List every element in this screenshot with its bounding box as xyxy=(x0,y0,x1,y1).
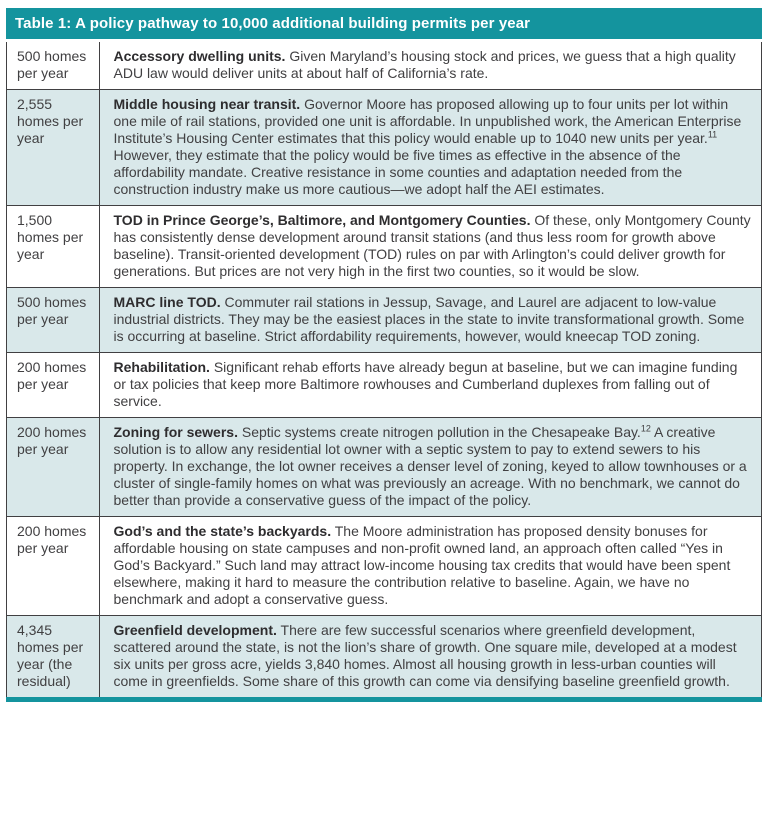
policy-description-cell xyxy=(99,206,761,288)
policy-description-cell xyxy=(99,517,761,616)
policy-description-cell xyxy=(99,616,761,698)
policy-text-continued: However, they estimate that the policy would be five times as effective in the absence of the affordability mandate. Creative resistance in some counties and adaptation needed from the construction industry make us more cautious—we adopt half the AEI estimates. xyxy=(113,147,683,197)
policy-text: Significant rehab efforts have already begun at baseline, but we can imagine funding or tax policies that keep more Baltimore rowhouses and Cumberland duplexes from falling out of service. xyxy=(113,359,738,409)
table-row xyxy=(7,616,761,698)
policy-description-cell xyxy=(99,353,761,418)
policy-text: The Moore administration has proposed density bonuses for affordable housing on state campuses and non-profit owned land, an approach often called “Yes in God’s Backyard.” Such land may attract low-income housing tax credits that would have been spent elsewhere, making it hard to measure the contribution relative to baseline. Again, we have no benchmark and adopt a conservative guess. xyxy=(113,523,731,607)
footnote-superscript: 11 xyxy=(707,129,718,140)
policy-name-bold: God’s and the state’s backyards. xyxy=(113,523,332,539)
policy-text: Given Maryland’s housing stock and prices, we guess that a high quality ADU law would deliver units at about half of California’s rate. xyxy=(113,48,736,81)
policy-name-bold: TOD in Prince George’s, Baltimore, and Montgomery Counties. xyxy=(113,212,531,228)
homes-count-cell: 500 homes per year xyxy=(7,42,99,90)
policy-name-bold: Accessory dwelling units. xyxy=(113,48,286,64)
policy-text: Commuter rail stations in Jessup, Savage, and Laurel are adjacent to low-value industrial districts. They may be the easiest places in the state to invite transformational growth. Some is occurring at baseline. Strict affordability requirements, however, would kneecap TOD zoning. xyxy=(113,294,745,344)
policy-text: Of these, only Montgomery County has consistently dense development around transit stations (and thus less room for growth above baseline). Transit-oriented development (TOD) rules on par with Arlington’s could deliver growth for generations. But prices are not very high in the first two counties, so it would be slow. xyxy=(113,212,751,279)
policy-name-bold: Zoning for sewers. xyxy=(113,424,238,440)
table-row xyxy=(7,418,761,517)
policy-description-cell xyxy=(99,288,761,353)
policy-text: Governor Moore has proposed allowing up to four units per lot within one mile of rail stations, provided one unit is affordable. In unpublished work, the American Enterprise Institute’s Housing Center estimates that this policy would enable up to 1040 new units per year. xyxy=(113,96,742,146)
policy-table xyxy=(6,42,762,697)
homes-count-cell: 200 homes per year xyxy=(7,517,99,616)
table-bottom-rule xyxy=(6,697,762,702)
table-row xyxy=(7,42,761,90)
policy-text: There are few successful scenarios where greenfield development, scattered around the state, is not the lion’s share of growth. One square mile, developed at a modest six units per gross acre, yields 3,840 homes. Almost all housing growth in less-urban counties will come in greenfields. Some share of this growth can come via densifying baseline greenfield growth. xyxy=(113,622,737,689)
policy-name-bold: Middle housing near transit. xyxy=(113,96,301,112)
policy-name-bold: Greenfield development. xyxy=(113,622,277,638)
policy-description-cell xyxy=(99,90,761,206)
policy-description-cell xyxy=(99,42,761,90)
table-row xyxy=(7,517,761,616)
table-row xyxy=(7,353,761,418)
homes-count-cell: 200 homes per year xyxy=(7,418,99,517)
homes-count-cell: 200 homes per year xyxy=(7,353,99,418)
policy-name-bold: Rehabilitation. xyxy=(113,359,210,375)
table-row xyxy=(7,206,761,288)
policy-text-continued: A creative solution is to allow any residential lot owner with a septic system to pay to extend sewers to his property. In exchange, the lot owner receives a denser level of zoning, keyed to allow townhouses or a cluster of single-family homes on what was previously an acreage. With no benchmark, we cannot do better than provide a conservative guess of the impact of the policy. xyxy=(113,424,747,508)
policy-description-cell xyxy=(99,418,761,517)
table-row xyxy=(7,288,761,353)
table-row xyxy=(7,90,761,206)
policy-table-grid xyxy=(7,42,761,697)
homes-count-cell: 4,345 homes per year (the residual) xyxy=(7,616,99,698)
homes-count-cell: 500 homes per year xyxy=(7,288,99,353)
table-title: Table 1: A policy pathway to 10,000 additional building permits per year xyxy=(6,8,762,39)
policy-name-bold: MARC line TOD. xyxy=(113,294,221,310)
homes-count-cell: 2,555 homes per year xyxy=(7,90,99,206)
policy-text: Septic systems create nitrogen pollution in the Chesapeake Bay. xyxy=(237,424,641,440)
homes-count-cell: 1,500 homes per year xyxy=(7,206,99,288)
footnote-superscript: 12 xyxy=(640,423,651,434)
